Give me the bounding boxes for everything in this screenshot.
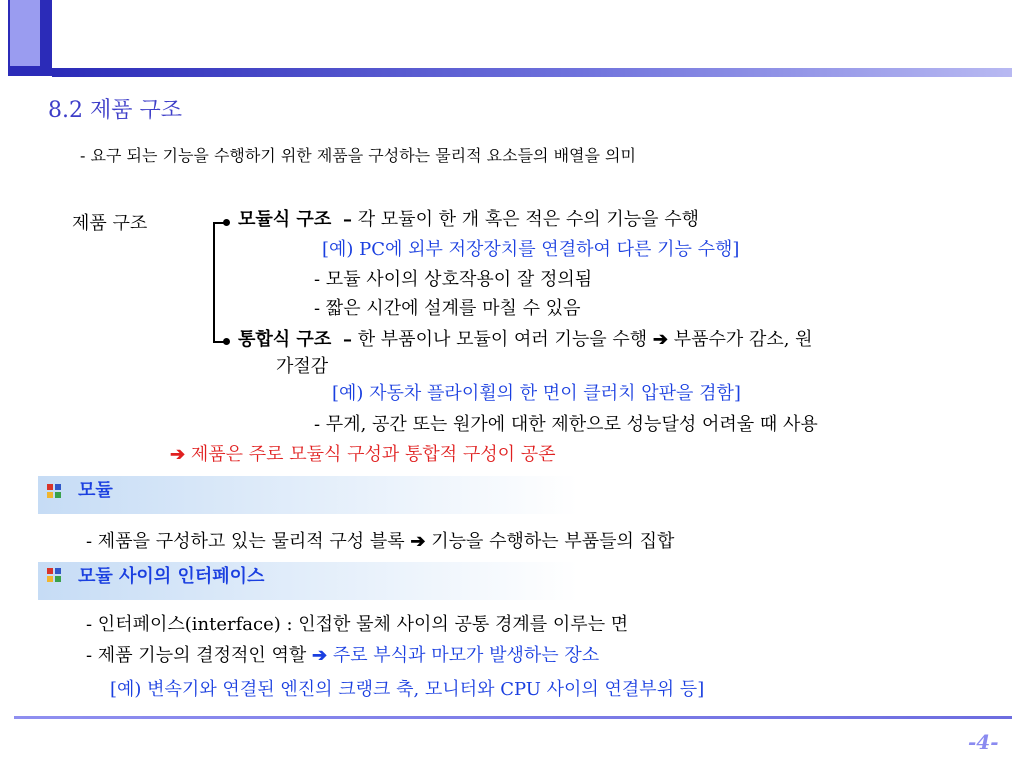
integral-result-cont: 가절감 bbox=[276, 356, 329, 377]
section-description: - 요구 되는 기능을 수행하기 위한 제품을 구성하는 물리적 요소들의 배열을 의미 bbox=[80, 146, 636, 165]
structure-bracket bbox=[213, 224, 215, 342]
bullet-square-icon bbox=[47, 484, 61, 498]
header-bar bbox=[52, 68, 1012, 77]
interface-heading: 모듈 사이의 인터페이스 bbox=[78, 566, 265, 587]
bullet-square-icon bbox=[47, 568, 61, 582]
conclusion-text: 제품은 주로 모듈식 구성과 통합적 구성이 공존 bbox=[190, 444, 556, 465]
arrow-right-icon: ➔ bbox=[410, 531, 426, 552]
integral-example: [예) 자동차 플라이휠의 한 면이 클러치 압판을 겸함] bbox=[332, 383, 741, 404]
interface-line-2-pre: - 제품 기능의 결정적인 역할 bbox=[86, 645, 307, 666]
interface-example: [예) 변속기와 연결된 엔진의 크랭크 축, 모니터와 CPU 사이의 연결부위 등] bbox=[110, 679, 705, 700]
conclusion-line bbox=[170, 440, 556, 466]
section-title: 8.2 제품 구조 bbox=[48, 98, 182, 123]
modular-point-2: - 짧은 시간에 설계를 마칠 수 있음 bbox=[314, 298, 581, 319]
structure-label: 제품 구조 bbox=[72, 213, 148, 234]
modular-structure-name: 모듈식 구조 bbox=[238, 209, 332, 230]
header-accent-inner bbox=[10, 0, 40, 66]
modular-structure-desc: 각 모듈이 한 개 혹은 적은 수의 기능을 수행 bbox=[357, 209, 700, 230]
modular-dash: – bbox=[342, 209, 352, 230]
footer-line bbox=[14, 716, 1012, 719]
modular-example: [예) PC에 외부 저장장치를 연결하여 다른 기능 수행] bbox=[322, 239, 740, 260]
page-number: -4- bbox=[968, 730, 999, 754]
integral-dash: – bbox=[342, 329, 352, 350]
integral-structure-line bbox=[238, 325, 813, 351]
arrow-right-icon: ➔ bbox=[170, 444, 186, 465]
bullet-dot bbox=[223, 338, 230, 345]
integral-structure-desc: 한 부품이나 모듈이 여러 기능을 수행 bbox=[357, 329, 648, 350]
arrow-right-icon: ➔ bbox=[311, 645, 328, 666]
arrow-right-icon: ➔ bbox=[652, 329, 668, 350]
modular-structure-line bbox=[238, 205, 699, 231]
module-heading: 모듈 bbox=[78, 480, 113, 501]
module-definition-post: 기능을 수행하는 부품들의 집합 bbox=[431, 531, 675, 552]
module-heading-band bbox=[38, 476, 578, 514]
integral-structure-name: 통합식 구조 bbox=[238, 329, 332, 350]
integral-point: - 무게, 공간 또는 원가에 대한 제한으로 성능달성 어려울 때 사용 bbox=[314, 414, 818, 435]
module-definition bbox=[86, 527, 674, 553]
integral-result: 부품수가 감소, 원 bbox=[673, 329, 813, 350]
interface-line-2 bbox=[86, 641, 599, 667]
modular-point-1: - 모듈 사이의 상호작용이 잘 정의됨 bbox=[314, 269, 593, 290]
bullet-dot bbox=[223, 219, 230, 226]
module-definition-pre: - 제품을 구성하고 있는 물리적 구성 블록 bbox=[86, 531, 405, 552]
interface-line-1: - 인터페이스(interface) : 인접한 물체 사이의 공통 경계를 이루는 면 bbox=[86, 614, 629, 635]
interface-line-2-post: 주로 부식과 마모가 발생하는 장소 bbox=[332, 645, 600, 666]
